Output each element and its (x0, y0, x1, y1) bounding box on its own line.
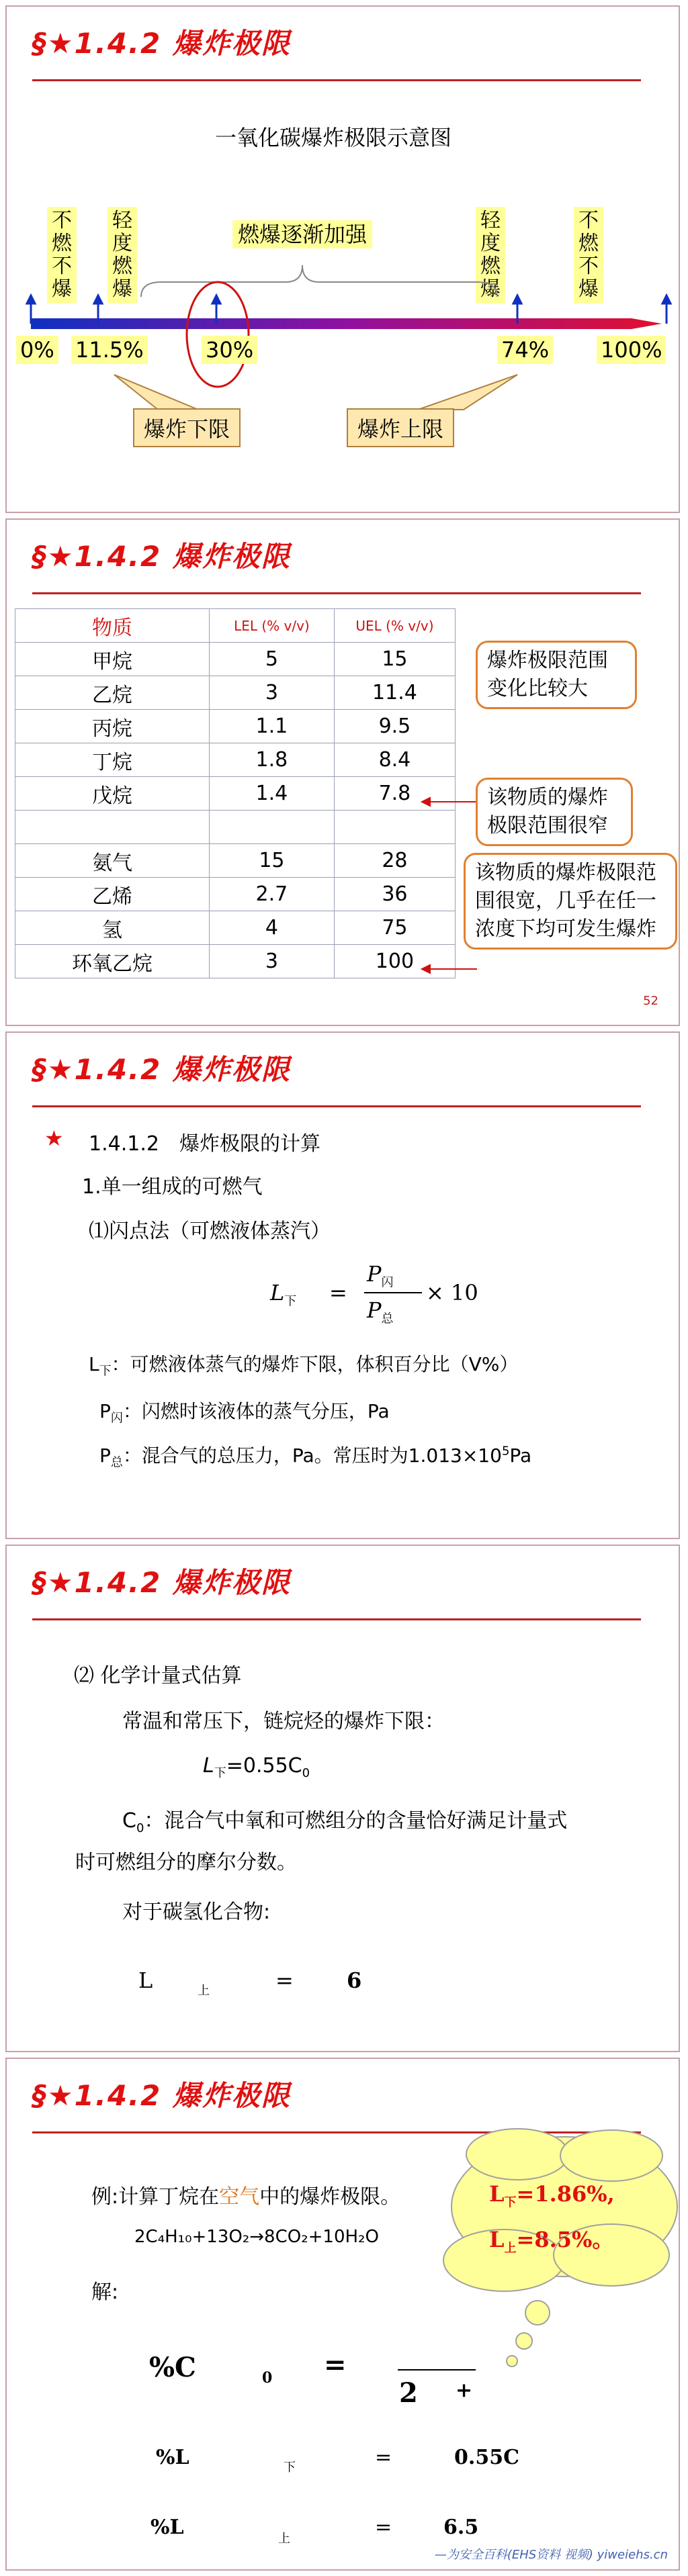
reaction-equation: 2C₄H₁₀+13O₂→8CO₂+10H₂O (134, 2227, 379, 2247)
table-cell: 100 (334, 945, 455, 978)
para-c0-def-cont: 时可燃组分的摩尔分数。 (75, 1851, 297, 1874)
slide-title: §★1.4.2 爆炸极限 (32, 1053, 291, 1086)
r1-plus: + (456, 2379, 473, 2402)
solution-label: 解: (91, 2281, 119, 2304)
r1-sub: 0 (262, 2369, 273, 2387)
percent-100: 100% (597, 336, 666, 364)
lower-pointer (114, 375, 198, 410)
def-l-lower: $L_下$：可燃液体蒸气的爆炸下限，体积百分比（V%） (89, 1353, 519, 1379)
table-cell: 36 (334, 878, 455, 911)
zone-no-burn-left: 不燃不爆 (47, 207, 77, 304)
eq-lhs: $L_下$ (270, 1280, 297, 1309)
def-p-total: $P_总$：混合气的总压力，Pa。常压时为$1.013\times 10^5Pa$ (99, 1444, 532, 1470)
table-cell: 3 (209, 676, 334, 710)
slide-title: §★1.4.2 爆炸极限 (32, 27, 291, 60)
table-cell: 丁烷 (15, 743, 210, 777)
item-flash-point-method: ⑴闪点法（可燃液体蒸汽） (89, 1220, 331, 1243)
eq2-sub: 上 (198, 1984, 210, 1998)
eq-fraction-bar (364, 1292, 422, 1293)
r3-sub: 上 (278, 2532, 290, 2546)
slide-4 (5, 1545, 680, 2052)
page-number: 52 (643, 994, 658, 1008)
table-cell: 75 (334, 911, 455, 945)
slide-5 (5, 2058, 680, 2571)
table-cell: 丙烷 (15, 710, 210, 743)
example-statement: 例:计算丁烷在空气中的爆炸极限。 (91, 2185, 401, 2209)
explosion-range-diagram (7, 7, 680, 513)
eq-denominator: $P_总$ (367, 1297, 394, 1326)
table-cell: 15 (334, 643, 455, 676)
eq-lower-limit: $L_下=0.55C_0$ (203, 1754, 310, 1780)
eq-upper-limit (138, 1968, 407, 2008)
para-c0-def: $C_0$：混合气中氧和可燃组分的含量恰好满足计量式 (122, 1809, 568, 1835)
r1-denominator: 2 (399, 2377, 418, 2409)
zone-no-burn-right: 不燃不爆 (574, 207, 603, 304)
footer-watermark: —为安全百科(EHS资料 视频) yiweiehs.cn (434, 2548, 668, 2562)
r3-equals: = (375, 2516, 392, 2539)
cloud-lower-result: $L_下=1.86\%$, (489, 2181, 615, 2210)
table-cell: 氢 (15, 911, 210, 945)
table-cell: 1.4 (209, 777, 334, 811)
percent-11-5: 11.5% (71, 336, 148, 364)
table-cell: 4 (209, 911, 334, 945)
percent-0: 0% (16, 336, 58, 364)
r3-rhs: 6.5 (443, 2516, 479, 2539)
table-cell: 5 (209, 643, 334, 676)
percent-30: 30% (202, 336, 257, 364)
table-cell: 8.4 (334, 743, 455, 777)
header-substance: 物质 (15, 609, 210, 643)
brace-line (141, 265, 497, 297)
table-cell: 28 (334, 844, 455, 878)
eq-numerator: $P_闪$ (367, 1261, 394, 1290)
solution-equations (7, 2059, 680, 2571)
slide-1 (5, 5, 680, 513)
table-cell: 3 (209, 945, 334, 978)
table-cell: 1.8 (209, 743, 334, 777)
r2-lhs: %L (156, 2446, 189, 2469)
upper-pointer (418, 375, 517, 410)
table-cell: 乙烷 (15, 676, 210, 710)
item-stoichiometric: ⑵ 化学计量式估算 (74, 1664, 242, 1688)
flash-point-equation (270, 1261, 512, 1335)
eq2-lhs: L (138, 1968, 153, 1993)
zone-light-burn-left: 轻度燃爆 (108, 207, 137, 304)
title-rule (32, 1618, 641, 1620)
lower-limit-label: 爆炸下限 (133, 408, 241, 447)
percent-74: 74% (497, 336, 553, 364)
r3-lhs: %L (150, 2516, 184, 2539)
slide-3 (5, 1031, 680, 1539)
table-cell: 氨气 (15, 844, 210, 878)
table-cell: 戊烷 (15, 777, 210, 811)
slide-title: §★1.4.2 爆炸极限 (32, 2079, 291, 2112)
zone-light-burn-right: 轻度燃爆 (476, 207, 505, 304)
slide-2 (5, 518, 680, 1026)
title-rule (32, 1105, 641, 1107)
eq-equals: = (329, 1280, 347, 1305)
header-uel: UEL (% v/v) (334, 609, 455, 643)
table-cell: 环氧乙烷 (15, 945, 210, 978)
r1-lhs: %C (149, 2352, 196, 2383)
r2-equals: = (375, 2446, 392, 2469)
table-cell: 15 (209, 844, 334, 878)
slide-title: §★1.4.2 爆炸极限 (32, 540, 291, 573)
callout-narrow-range: 该物质的爆炸极限范围很窄 (476, 778, 633, 846)
para-alkane: 常温和常压下，链烷烃的爆炸下限： (122, 1710, 445, 1733)
r1-equals: = (324, 2349, 347, 2381)
section-heading: 1.4.1.2 爆炸极限的计算 (89, 1132, 320, 1156)
r2-rhs: 0.55C (454, 2446, 519, 2469)
header-lel: LEL (% v/v) (209, 609, 334, 643)
r1-fraction-bar (398, 2369, 476, 2371)
cloud-upper-result: $L_上=8.5\%$。 (489, 2227, 614, 2256)
callout-wide-range: 该物质的爆炸极限范围很宽，几乎在任一浓度下均可发生爆炸 (464, 853, 677, 950)
table-cell: 甲烷 (15, 643, 210, 676)
eq2-rhs: 6 (347, 1968, 362, 1993)
item-single-component: 1.单一组成的可燃气 (82, 1175, 263, 1199)
eq2-equals: = (275, 1968, 294, 1993)
upper-limit-label: 爆炸上限 (347, 408, 454, 447)
table-cell: 乙烯 (15, 878, 210, 911)
table-cell: 9.5 (334, 710, 455, 743)
eq-tail: × 10 (426, 1280, 478, 1305)
table-cell: 7.8 (334, 777, 455, 811)
slide-title: §★1.4.2 爆炸极限 (32, 1566, 291, 1599)
r2-sub: 下 (284, 2460, 296, 2475)
para-hydrocarbon: 对于碳氢化合物: (122, 1900, 271, 1924)
concentration-bar (31, 318, 662, 329)
star-bullet: ★ (44, 1125, 64, 1151)
diagram-title: 一氧化碳爆炸极限示意图 (215, 125, 452, 150)
callout-range-variation: 爆炸极限范围变化比较大 (476, 641, 637, 709)
def-p-flash: $P_闪$：闪燃时该液体的蒸气分压，Pa (99, 1400, 390, 1426)
table-cell: 11.4 (334, 676, 455, 710)
table-cell: 1.1 (209, 710, 334, 743)
increase-label: 燃爆逐渐加强 (232, 220, 372, 248)
table-cell: 2.7 (209, 878, 334, 911)
callout-arrows (7, 520, 680, 1026)
